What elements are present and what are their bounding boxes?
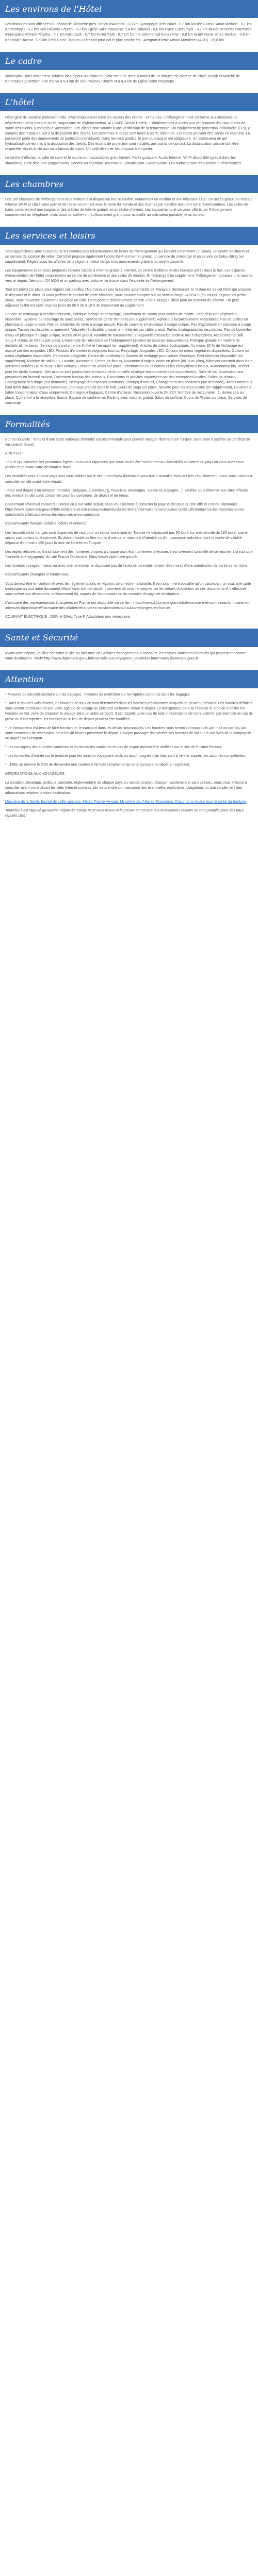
paragraph: Tout est prévu sur place pour régaler vos papilles ! Ne manquez pas la cuisine gourmande de Mangiare Restaurant, le restaurant de cet hôtel qui propose le déjeuner et le dîner. Si vous préférez le confort de votre chambre, vous pourrez compter sur un service étage 24 h/24 h (en cours). Et pour les petits creux, vous trouverez également sur place un café. Dans portent l'hébergement décrite 2 bars-lounges, idéal pour un moment de détente. Un petit déjeuner buffet est servi tous les jours de 06 h 30 à 10 h 30 moyennant un supplément. <box>5 288 251 308</box>
paragraph: Service de nettoyage à sec/blanchisserie, Politique globale de recyclage, Distributeur de savon pour articles de toilette, Petit-déjeuner végétarien disponible, Système de recyclage de eaux usées, Service de garde d'enfants (en supplément), Aphaltous locaux/aliments recyclables, Pas de pailles en plastique à usage unique, Pas de bouteilles de verre à usage unique, Pas de couverts en plastique à usage unique, Pas d'agitateurs en plastique à usage unique, Tasses réutilisables uniquement, Vaisselle réutilisable uniquement, Internet par câble gratuit, Pailles biodégradables recyclables, Pas de bouteilles d'eau en plastique à usage unique, Accès Wi-Fi gratuit, Nombre de bars/salons : 2, Appareils d'exercice auditive mis à disposition, Accès Internet wifi, Sous 4 chiens de chiens par place, L'ensemble de l'électricité de l'hébergement provient de sources renouvelables, Politique globale en matière de déchets alimentaires, Service de transfert entre l'hôtel et l'aéroport (en supplément), Articles de toilette écologiques, Au moins 80 % de l'éclairage est assuré par des ampoules LED, Produits d'entretien écologiques fournis, Recyclage, Ampoules LED, Options de menu végétalien disponibles, Options de menu végétarien disponibles, Personnel polyglotte, Centre de conférences, Bornes de recharge pour voiture électrique, Petit-déjeuner disponible (en supplément), Nombre de salles : 1, Laverie, Ascenseur, Centre de fitness, Nourriture d'origine locale en place (80 % ou plus), Bâtiment construit dans les 5 dernières années (10 % ou plus des achats), Location de vélos sur place, Informations sur la culture et les écosystèmes locaux, Alimentation bio, Vérifier pour les droits humains, Des actions sont poursuivies en faveur de la nouvelle stratégie environnementale (supplément), Salle de bal, Accessible aux personnes en fauteuil roulant, Traitement humain des animaux, Excursions et activités organisées par des entreprises locales, Salles de réunion, Changement des draps (sur demande), Nettoyage des espaces communs, Salon(s) d'accueil, Changement des serviettes (sur demande), Accès Internet à haut débit dans les espaces communs, Journaux gratuits dans le hall, Cours de yoga sur place, Navette pour les sites locaux (en supplément), Douches à faible consommation d'eau uniquement, Consigne à bagages, Centre d'affaires, Réception ouverte 24 h/24, Nombre de restaurants : 1, Suites spa sur place, Coffre-fort à la réception, Sauna, Espace de conférence, Parking avec voiturier gratuit, Salon de coiffure, Cours de Pilates sur place, Services de concierge <box>5 313 253 405</box>
section-environs <box>0 18 258 52</box>
paragraph: L'annuaire des représentations étrangères en France est disponible via ce lien : https://www.diplomatie.gouv.fr/fr/le-ministere-et-son-reseau/annuaires-et-adresses-du-ministere/l-annuaire-des-affaires-etrangeres-missionnaires-consulats-etrangers-en-france/ <box>5 601 250 611</box>
section-cadre <box>0 70 258 93</box>
info-links[interactable]: Ministère de la Santé, Institut de veille sanitaire, Météo France Voyage, Ministère des Affaires Étrangères, Documents légaux pour la sortie du territoire <box>5 800 247 804</box>
paragraph: Les ressortissants français sont dispensés de visa pour un séjour touristique en Turquie ne dépassant pas 90 jours sur une période de 180 jours, que le séjour soit continu ou fractionné. Ils doivent toutefois être munis d'une carte nationale d'identité ou d'un passeport individuel dont la durée de validité dépasse d'au moins 150 jours la date de l'entrée en Turquie. <box>5 531 248 545</box>
paragraph: Ressortissants français (adultes, bébés et enfants) : <box>5 522 89 526</box>
section-title-attention: Attention <box>0 670 258 688</box>
section-services <box>0 245 258 415</box>
paragraph: Vous devrez être en conformité avec les réglementations en vigueur, selon votre nationalité. Il est notamment possible qu'un passeport, un visa, une carte touristique ou tout autre document officiel vous soit demandé. Il convient de vous renseigner sur les détails d'obtention de ces documents et d'effectuer vous-même vos démarches, suffisamment tôt, auprès de l'ambassade ou du consulat du pays de destination. <box>5 582 251 596</box>
section-title-services: Les services et loisirs <box>0 227 258 245</box>
footer-note: Toutefois il est rappelé qu'aucune région du monde n'est sans risque et la preuve en est que des événements récents se sont produits dans des pays réputés sûrs. <box>5 809 244 818</box>
section-hotel <box>0 111 258 175</box>
section-formalites <box>0 433 258 629</box>
paragraph: Hôtel géré de manière professionnelle, Interrompu preset entre les séjours des clients - 24 heures. L'hébergement est conforme aux directives de désinfection de la marque ou de l'organisme de réglementation. ALLSAFE (Accor Hotels). L'établissement a accès aux vérifications des documents de santé des clients, y compris la vaccination. Les clients sont soumis à une vérification de la température. Un équipement de protection individuelle (ÉPI), y compris des masques, est à la disposition des clients. Les serviettes et draps sont lavés à 60 °C minimum. Les repas peuvent être servis en chambre. Le personnel porte des équipements de protection individuelle. Dans les lieux publics, le port du masque est obligatoire. Un distributeur de gel hydroalcoolique est mis à la disposition des clients. Des écrans de protection sont installés aux points de contact. La distanciation sociale doit être respectée. Accès limité aux installations de loisirs. Un petit-déjeuner est proposé à emporter. <box>5 116 250 151</box>
paragraph: Les distances sont affichées au départ de Kilomètre près Station d'Abattoir - 0,3 km Synagogue Beth Israël - 0,3 km Musée Gazan Sanat Merkezi - 0,1 km Kordonboyu - 0,2 km Seo Pallavry Church - 0,3 km Église Saint Polycarpe 0,4 km Kabatas - 0,6 km Place Cumhuriyet - 0,7 km Musée et centre d'archives municipales Ahmed Piriştina - 0,7 km Kültürpark - 0,7 km Kültür Park - 0,7 km Centre commercial Konak Pier - 0,8 km Israël Yavuz Sinan Merkez - 0,9 km Konorak? Bazaar - 0,9 km Fethi Cami - 0,9 km L'aéroport principal le plus proche est : Aéroport d'Izmir Adnan Menderes (ADB) - 15,8 km <box>5 23 252 42</box>
section-title-formalites: Formalités <box>0 415 258 433</box>
paragraph: * Les consignes des autorités sanitaires et les formalités sanitaires en cas de risque doivent être vérifiées sur le site de l'Institut Pasteur. <box>5 745 222 750</box>
paragraph: Le centre d'affaires, la salle de sport et le sauna sont accessibles gratuitement. Parking payant. Accès Internet. Wi-Fi disponible (gratuit dans les chambres). Petit-déjeuner (supplément). Service en chambre. Ascenseur. Climatisation. Green Globe. Les surfaces sont fréquemment désinfectées. <box>5 156 242 165</box>
paragraph: Les mineurs voyageant seuls ou avec une personne ne disposant pas de l'autorité parentale doivent être munis d'une autorisation de sortie de territoire. <box>5 564 248 568</box>
paragraph: Bonne nouvelle : l'emploi d'une carte nationale d'identité est recommandé pour pouvoir voyager librement en Turquie, sans avoir à justifier un certificat de vaccination Covid. <box>5 437 250 447</box>
section-title-environs: Les environs de l'Hôtel <box>0 0 258 18</box>
paragraph: * Le transporteur est tenu de faire fonctionner le transport dans les délais raisonnables. Les horaires vous seront communiqués par mail ou par fax, par votre connexion de réservation dans les 48 heures précédant le départ. Chaque passager doit vérifier ses horaires de vol sur le site Web de la compagnie ou auprès de l'aéroport. <box>5 726 251 741</box>
paragraph: Mövenpick Hotel Izmir est la solution idéale pour un séjour en plein cœur de Izmir, à moins de 10 minutes de marche de Place Konak et Marché de Konorak10 Quart5tier. Il se trouve à 0,4 km de Seo Pallavry Church et à 0,4 km de Église Saint Polycarpe. <box>5 74 240 84</box>
section-attention <box>0 688 258 828</box>
paragraph: Les 185 chambres de l'hébergement vous mettent à la disposition tout le confort, notamment un minibar et une télévision LCD. Un accès gratuit au réseau Internet Wi-Fi et câblé vous permet de rester en contact avec le reste du monde et des chaînes par satellite assurent votre divertissement. Les salles de bains comprennent une baignoire, des articles de toilette gratuits et un sèche-cheveux. Les équipements et services offerts par l'hébergement comprennent un téléphone, mais aussi un coffre-fort (suffisamment grand pour accueillir un ordinateur portable) et un bureau. <box>5 197 252 217</box>
paragraph: La situation climatique, politique, sanitaire, réglementaire de chaque pays du monde pouvant changer rapidement et sans préavis, nous vous invitons à consulter avant votre départ les sites Internet suivants afin de prendre connaissance des éventuelles restrictions, obligations ou tout simplement des informations relatives à votre destination. <box>5 781 247 795</box>
paragraph: Avant votre départ, veuillez consulter le site du ministère des Affaires étrangères pour connaître les risques sanitaires éventuels qui peuvent concerner votre destination : href="http://www.diplomatie.gouv.fr/fr/conseils-aux-voyageurs_909/index.html">www.diplomatie.gouv.fr <box>5 651 246 660</box>
paragraph: Concernant l'éventuel impact du Coronavirus sur votre séjour, nous vous invitons à consulter la page ci-dessous du site officiel France-Diplomatie : https://www.diplomatie.gouv.fr/fr/le-ministere-et-son-reseau/actualites-du-ministere/informations-coronavirus-covid-19/coronavirus-les-reponses-a-vos-questions/article/coronavirus-les-reponses-a-vos-questions <box>5 503 245 517</box>
section-title-cadre: Le cadre <box>0 52 258 70</box>
paragraph: Ressortissants étrangers et binationaux : <box>5 573 71 577</box>
paragraph: - Pour tout départ d'un aéroport frontalier (Belgique, Luxembourg, Pays-Bas, Allemagne, Suisse ou Espagne...), veuillez vous informer aux sites officiels des ministères des pays concernés pour les conditions de départ et de retour. <box>5 488 248 498</box>
paragraph: Les équipements et services proposés incluent l'accès à Internet gratuit à Internet, un centre d'affaires et des bureaux gérés dans le hall. Les espaces événementiels de l'hôtel comprennent un centre de conférence et des salles de réunion. En échange d'un supplément, l'hébergement propose une navette vers et depuis l'aéroport (24 h/24) et un parking avec voiturier se trouve dans l'enceinte de l'hébergement. <box>5 269 253 283</box>
paragraph: COURANT ÉLECTRIQUE : 220V et 50Hz, Type F. Adaptateur non nécessaire. <box>5 615 131 619</box>
section-title-sante: Santé et Sécurité <box>0 629 258 647</box>
paragraph: Les règles relatives au franchissement des frontières propres à chaque pays étant amenées à évoluer, il est vivement conseillé de se reporter à la rubrique "conseils aux voyageurs" du site France Diplomatie. https://www.diplomatie.gouv.fr <box>5 550 253 560</box>
paragraph: * Dans le cas des vols charter, les horaires de tous ce sont déterminés dans les horaires prévisionnels lesquels ne peuvent prévaloir. Les horaires définitifs vous seront communiqués par votre agence de voyage au plus tard 24 heures avant le départ. Le transporteur peut se réserver le droit de modifier les horaires de vol, voire de proposer le voyage dans un autre aéroport. Il est rappelé qu'en cas de faits indépendants de notre volonté, par exemple en cas de grève ou d'intempéries, les horaires ou le lieu de départ peuvent être modifiés. <box>5 702 253 721</box>
paragraph: Les modalités pour chaque pays sont consultables sur le site https://www.diplomatie.gouv.fr/fr/ L'actualité évoluant très régulièrement, nous vous invitons à consulter ce site avant votre départ. <box>5 474 252 484</box>
paragraph: * L'hôtel se réserve le droit de demander une caution à l'arrivée (empreinte de carte bancaire ou dépôt en espèces). <box>5 763 190 767</box>
paragraph: - En ce qui concerne les personnes âgées, nous vous rappelons que vous devez être conformes aux formalités sanitaires du pays ou vous allez vous rendre et ce avant votre destination finale. <box>5 461 244 470</box>
section-title-chambres: Les chambres <box>0 175 258 193</box>
section-title-hotel: L'hôtel <box>0 93 258 111</box>
paragraph: INFORMATIONS AUX VOYAGEURS : <box>5 772 67 776</box>
paragraph: * Mesures de sécurité sanitaire sur les bagages : mesures de restriction sur les liquides contenus dans les bagages <box>5 693 190 697</box>
paragraph: * Les formalités d'entrée sur le territoire pour les mineurs voyageant seuls ou accompagnés d'un tiers sont à vérifier auprès des autorités compétentes. <box>5 754 246 758</box>
travel-info-page <box>0 0 258 828</box>
section-chambres <box>0 193 258 227</box>
paragraph: A NOTER : <box>5 452 23 456</box>
section-sante <box>0 647 258 670</box>
paragraph: Vous apprécierez sans aucun doute les nombreuses infrastructures de loisirs de l'hébergement qui incluent notamment un sauna, un centre de fitness et un service de location de vélos. Cet hôtel propose également l'accès Wi-Fi à Internet gratuit, un service de concierge et un service de baby-sitting (en supplément). Réglez-vous les affaires de la région en deux temps trois mouvements grâce à la navette payante. <box>5 249 249 264</box>
